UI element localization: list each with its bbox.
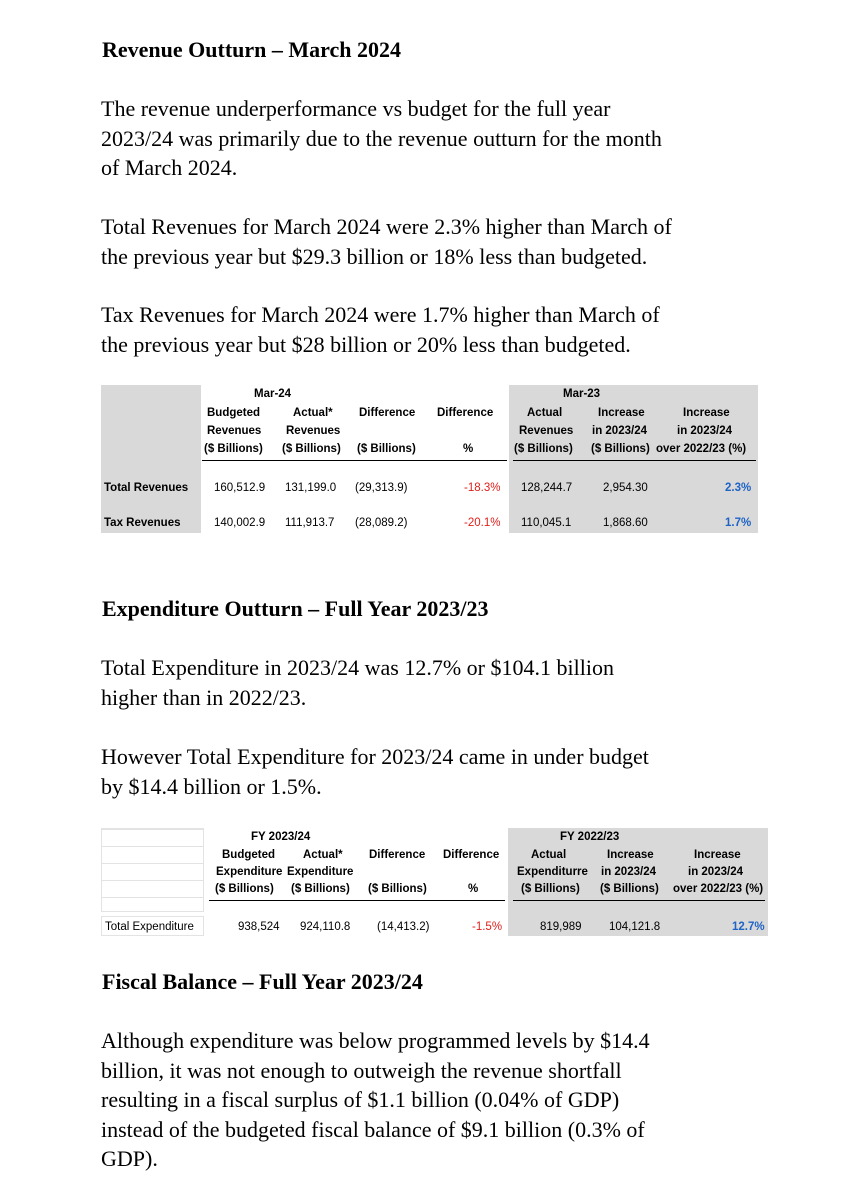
text-line: Although expenditure was below programmed levels by $14.4 — [101, 1028, 650, 1053]
text-line: the previous year but $29.3 billion or 18% less than budgeted. — [101, 243, 648, 269]
fiscal-balance-heading: Fiscal Balance – Full Year 2023/24 — [102, 969, 423, 994]
table-cell: -18.3% — [464, 482, 501, 494]
col-header: ($ Billions) — [521, 883, 580, 895]
text-line: billion, it was not enough to outweigh the revenue shortfall — [101, 1057, 622, 1083]
header-rule — [202, 460, 507, 461]
table-cell: 1.7% — [725, 517, 752, 529]
table-cell: -20.1% — [464, 517, 501, 529]
text-line: Total Expenditure in 2023/24 was 12.7% or $104.1 billion — [101, 655, 614, 680]
text-line: the previous year but $28 billion or 20% less than budgeted. — [101, 331, 631, 357]
col-header: Difference — [437, 407, 494, 419]
text-line: of March 2024. — [101, 155, 238, 180]
col-header: Increase — [607, 849, 654, 861]
table-cell: (29,313.9) — [355, 482, 408, 494]
row-label: Tax Revenues — [104, 517, 181, 529]
col-header: in 2023/24 — [601, 866, 656, 878]
header-rule — [513, 900, 765, 901]
col-header: in 2023/24 — [677, 425, 732, 437]
table-cell: (28,089.2) — [355, 517, 408, 529]
col-header: Budgeted — [207, 407, 261, 419]
col-header: Revenues — [286, 425, 341, 437]
col-header: ($ Billions) — [368, 883, 427, 895]
header-rule — [209, 900, 505, 901]
text-line: resulting in a fiscal surplus of $1.1 billion (0.04% of GDP) — [101, 1087, 620, 1112]
col-header: Increase — [694, 849, 741, 861]
revenue-table — [101, 385, 758, 533]
col-header: ($ Billions) — [215, 883, 274, 895]
col-header: Actual* — [293, 407, 333, 419]
col-header: Expenditurre — [517, 866, 588, 878]
table-cell: 819,989 — [540, 921, 582, 933]
text-line: by $14.4 billion or 1.5%. — [101, 773, 322, 799]
col-header: Actual — [527, 407, 563, 419]
col-header: Increase — [683, 407, 730, 419]
text-line: The revenue underperformance vs budget for the full year — [101, 96, 611, 121]
expenditure-table — [101, 828, 768, 938]
col-header: ($ Billions) — [600, 883, 659, 895]
col-header: ($ Billions) — [282, 443, 341, 455]
revenue-outturn-heading: Revenue Outturn – March 2024 — [102, 37, 402, 62]
col-header: in 2023/24 — [592, 425, 647, 437]
expenditure-outturn-heading: Expenditure Outturn – Full Year 2023/23 — [102, 596, 489, 621]
table-cell: 140,002.9 — [214, 517, 266, 529]
text-line: 2023/24 was primarily due to the revenue outturn for the month — [101, 125, 662, 151]
row-label: Total Expenditure — [105, 921, 194, 933]
table-cell: 110,045.1 — [521, 517, 572, 529]
col-header: over 2022/23 (%) — [656, 443, 747, 455]
col-header: ($ Billions) — [591, 443, 650, 455]
table-cell: -1.5% — [472, 921, 503, 933]
col-header: over 2022/23 (%) — [673, 883, 764, 895]
fiscal-balance-paragraph — [101, 1026, 758, 1174]
table-cell: 104,121.8 — [609, 921, 661, 933]
col-header: % — [463, 443, 474, 455]
col-header: Actual — [531, 849, 567, 861]
table-cell: 131,199.0 — [285, 482, 337, 494]
col-header: Difference — [369, 849, 426, 861]
col-header: Revenues — [207, 425, 262, 437]
table-cell: 1,868.60 — [603, 517, 648, 529]
col-header: Difference — [359, 407, 416, 419]
col-header: Revenues — [519, 425, 574, 437]
table-cell: 160,512.9 — [214, 482, 266, 494]
text-line: GDP). — [101, 1146, 158, 1171]
col-header: Actual* — [303, 849, 343, 861]
text-line: higher than in 2022/23. — [101, 684, 307, 710]
col-header: ($ Billions) — [204, 443, 263, 455]
table-cell: 128,244.7 — [521, 482, 573, 494]
col-header: Expenditure — [216, 866, 283, 878]
table-cell: 12.7% — [732, 921, 765, 933]
col-header: Expenditure — [287, 866, 354, 878]
col-header: ($ Billions) — [357, 443, 416, 455]
table-cell: 924,110.8 — [300, 921, 351, 933]
text-line: However Total Expenditure for 2023/24 came in under budget — [101, 744, 649, 769]
empty-grid — [101, 828, 204, 912]
col-header: in 2023/24 — [688, 866, 743, 878]
text-line: Total Revenues for March 2024 were 2.3% higher than March of — [101, 214, 672, 239]
col-header: ($ Billions) — [291, 883, 350, 895]
group-header-prior: FY 2022/23 — [560, 831, 620, 843]
col-header: % — [468, 883, 479, 895]
row-label: Total Revenues — [104, 482, 189, 494]
row-label-shading — [101, 385, 201, 533]
table-cell: 2.3% — [725, 482, 752, 494]
table-cell: 938,524 — [238, 921, 280, 933]
table-cell: 111,913.7 — [285, 517, 335, 529]
expenditure-paragraph-1 — [101, 653, 758, 712]
col-header: Budgeted — [222, 849, 276, 861]
revenue-paragraph-2 — [101, 212, 758, 271]
revenue-paragraph-1 — [101, 94, 758, 183]
prior-year-shading — [508, 828, 768, 936]
group-header-current: FY 2023/24 — [251, 831, 311, 843]
text-line: instead of the budgeted fiscal balance of $9.1 billion (0.3% of — [101, 1116, 645, 1142]
header-rule — [513, 460, 756, 461]
table-cell: 2,954.30 — [603, 482, 648, 494]
group-header-current: Mar-24 — [254, 388, 292, 400]
col-header: ($ Billions) — [514, 443, 573, 455]
group-header-prior: Mar-23 — [563, 388, 601, 400]
expenditure-paragraph-2 — [101, 742, 758, 801]
text-line: Tax Revenues for March 2024 were 1.7% higher than March of — [101, 302, 660, 327]
table-cell: (14,413.2) — [377, 921, 430, 933]
col-header: Difference — [443, 849, 500, 861]
col-header: Increase — [598, 407, 645, 419]
revenue-paragraph-3 — [101, 300, 758, 359]
